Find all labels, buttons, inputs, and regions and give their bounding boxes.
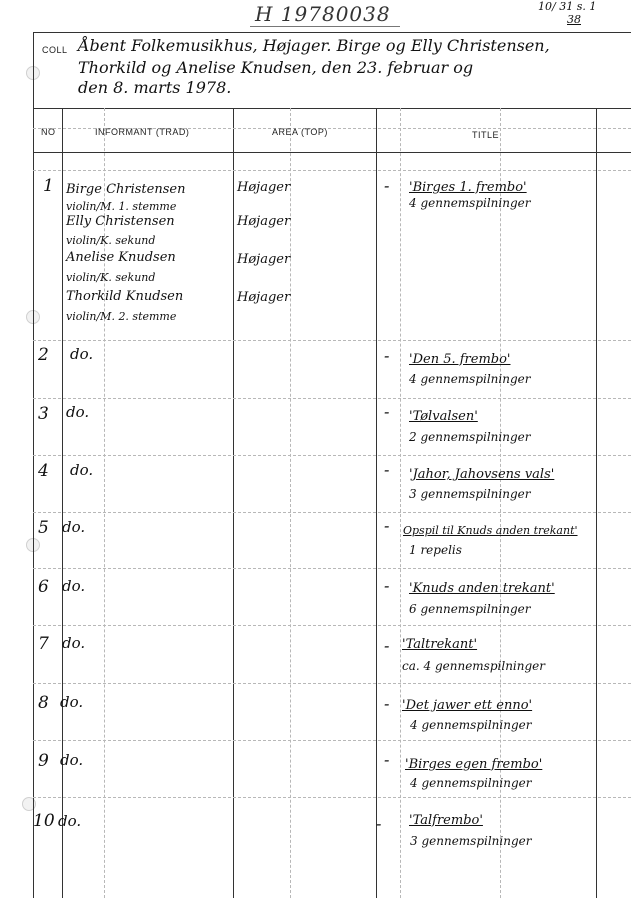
row-number: 6 <box>38 577 49 597</box>
title-dash: - <box>384 750 390 769</box>
row-number: 4 <box>38 461 49 481</box>
informant-value: do. <box>70 345 94 363</box>
column-divider-informant <box>233 108 234 898</box>
title-dash: - <box>384 576 390 595</box>
title-dash: - <box>384 346 390 365</box>
guide-line <box>33 455 631 456</box>
title-note: 6 gennemspilninger <box>409 602 531 616</box>
title-value: 'Talfrembo' <box>409 813 483 828</box>
title-note: 4 gennemspilninger <box>409 372 531 386</box>
coll-line-1: Åbent Folkemusikhus, Højager. Birge og Elly Christensen, <box>78 36 550 55</box>
area-value: Højager <box>237 252 291 267</box>
corner-reference: 10/ 31 s. 1 <box>538 0 597 13</box>
title-note: 2 gennemspilninger <box>409 430 531 444</box>
guide-line <box>33 568 631 569</box>
title-note: 4 gennemspilninger <box>409 196 531 210</box>
informant-line: violin/M. 2. stemme <box>66 310 177 323</box>
informant-line: violin/K. sekund <box>66 271 156 284</box>
row-number: 10 <box>33 811 55 831</box>
coll-label: COLL <box>42 45 68 55</box>
informant-value: do. <box>62 634 86 652</box>
column-divider-no <box>62 108 63 898</box>
row-number: 9 <box>38 751 49 771</box>
title-value: Opspil til Knuds anden trekant' <box>403 524 578 537</box>
title-dash: - <box>384 694 390 713</box>
coll-bottom-line <box>33 108 631 109</box>
guide-line <box>33 625 631 626</box>
informant-value: do. <box>62 518 86 536</box>
row-number: 3 <box>38 404 49 424</box>
header-no: NO <box>41 127 56 137</box>
informant-value: do. <box>66 403 90 421</box>
guide-line <box>33 683 631 684</box>
title-dash: - <box>384 460 390 479</box>
informant-value: do. <box>60 693 84 711</box>
informant-value: do. <box>58 812 82 830</box>
title-note: 4 gennemspilninger <box>410 718 532 732</box>
informant-line: Birge Christensen <box>66 182 186 197</box>
title-note: ca. 4 gennemspilninger <box>402 659 546 673</box>
guide-line <box>33 170 631 171</box>
title-value: 'Birges egen frembo' <box>405 757 543 772</box>
title-value: 'Knuds anden trekant' <box>409 581 555 596</box>
guide-line <box>33 740 631 741</box>
row-number: 7 <box>38 634 49 654</box>
guide-line <box>33 340 631 341</box>
informant-line: Anelise Knudsen <box>66 250 176 265</box>
title-note: 1 repelis <box>409 543 462 557</box>
guide-line <box>33 398 631 399</box>
title-value: 'Tølvalsen' <box>409 409 478 424</box>
coll-line-2: Thorkild og Anelise Knudsen, den 23. februar og <box>78 58 474 77</box>
row-number: 5 <box>38 518 49 538</box>
top-frame-line <box>33 32 631 33</box>
guide-line <box>33 512 631 513</box>
informant-value: do. <box>60 751 84 769</box>
row-number: 8 <box>38 693 49 713</box>
coll-line-3: den 8. marts 1978. <box>78 78 232 97</box>
guide-line <box>33 797 631 798</box>
title-dash: - <box>384 176 390 195</box>
row-number: 2 <box>38 345 49 365</box>
title-note: 3 gennemspilninger <box>409 487 531 501</box>
left-frame-line <box>33 32 34 898</box>
row-number: 1 <box>43 176 54 196</box>
archive-number-underline <box>250 26 400 27</box>
archive-number: H 19780038 <box>255 2 391 26</box>
title-dash: - <box>376 814 382 833</box>
column-divider-area <box>376 108 377 898</box>
informant-value: do. <box>70 461 94 479</box>
informant-line: violin/K. sekund <box>66 234 156 247</box>
informant-value: do. <box>62 577 86 595</box>
guide-line <box>400 108 401 898</box>
header-informant: INFORMANT (TRAD) <box>95 127 190 137</box>
title-note: 3 gennemspilninger <box>410 834 532 848</box>
informant-line: Elly Christensen <box>66 214 175 229</box>
title-value: 'Birges 1. frembo' <box>409 180 527 195</box>
header-area: AREA (TOP) <box>272 127 328 137</box>
column-divider-title <box>596 108 597 898</box>
informant-line: violin/M. 1. stemme <box>66 200 177 213</box>
header-title: TITLE <box>472 130 500 140</box>
page-number: 38 <box>567 13 581 26</box>
informant-line: Thorkild Knudsen <box>66 289 184 304</box>
title-dash: - <box>384 636 390 655</box>
area-value: Højager <box>237 290 291 305</box>
title-dash: - <box>384 402 390 421</box>
title-dash: - <box>384 516 390 535</box>
area-value: Højager <box>237 214 291 229</box>
title-value: 'Taltrekant' <box>402 637 478 652</box>
title-value: 'Det jawer ett enno' <box>402 698 533 713</box>
title-value: 'Jahor, Jahovsens vals' <box>409 467 555 482</box>
area-value: Højager <box>237 180 291 195</box>
header-bottom-line <box>33 152 631 153</box>
title-note: 4 gennemspilninger <box>410 776 532 790</box>
title-value: 'Den 5. frembo' <box>409 352 511 367</box>
